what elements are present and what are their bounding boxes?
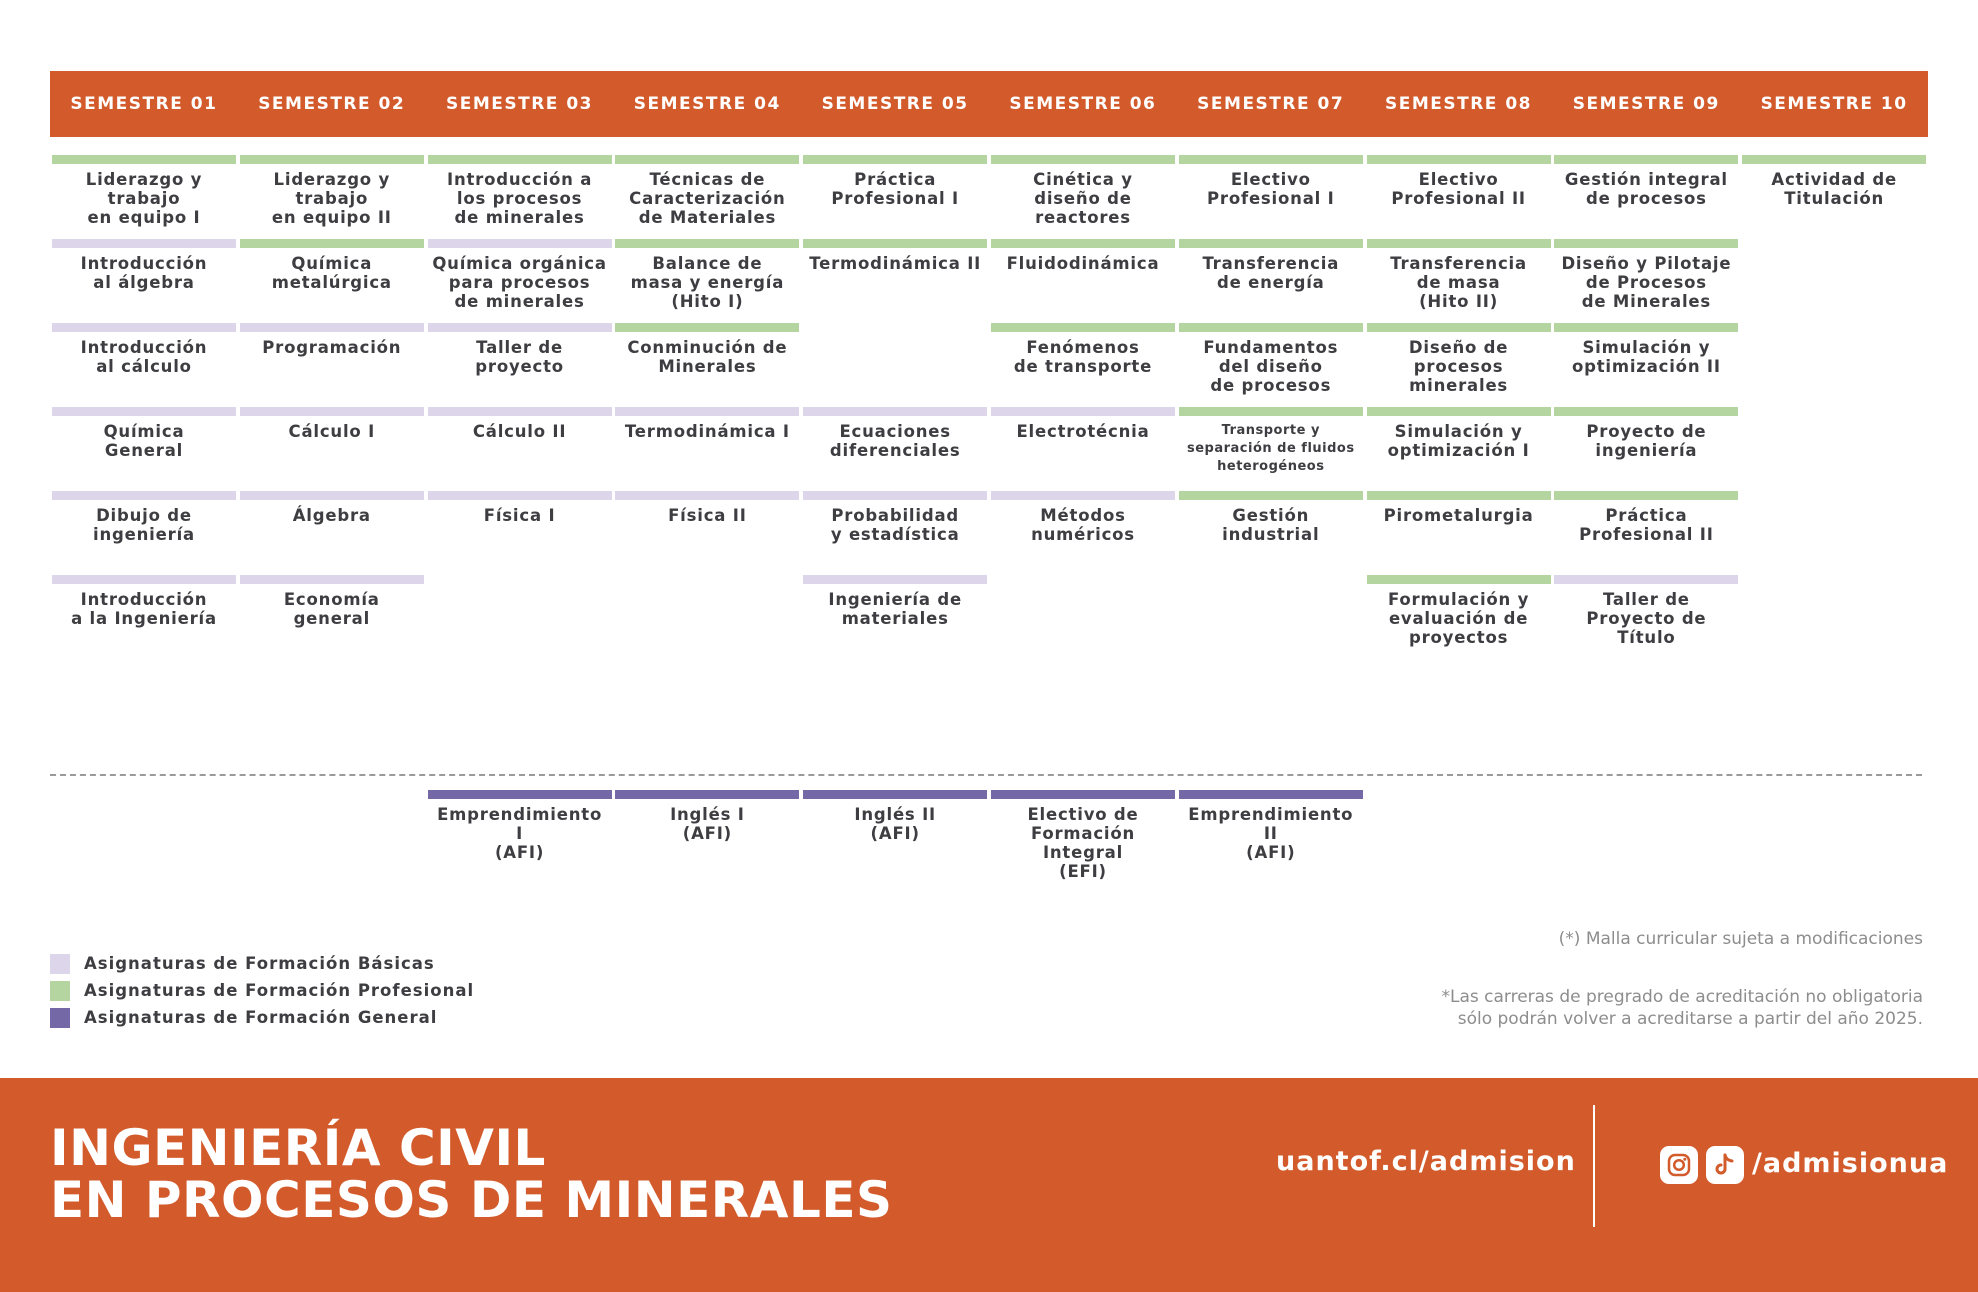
course-cell (52, 323, 236, 407)
course-name: Diseño de procesos minerales (1408, 338, 1509, 395)
course-name: Proyecto de ingeniería (1586, 422, 1707, 460)
course-cell (240, 407, 424, 491)
legend-item (50, 977, 474, 1004)
course-type-bar (1179, 491, 1363, 500)
course-cell (1554, 155, 1738, 239)
course-cell (991, 407, 1175, 491)
course-type-bar (52, 407, 236, 416)
course-type-bar (428, 790, 612, 799)
course-type-bar (991, 155, 1175, 164)
course-cell (1179, 155, 1363, 239)
course-name: Termodinámica I (624, 422, 790, 441)
course-cell (615, 407, 799, 491)
course-cell (803, 239, 987, 323)
course-type-bar (52, 575, 236, 584)
course-name: Taller de Proyecto de Título (1586, 590, 1707, 647)
curriculum-grid (50, 155, 1928, 655)
course-cell (428, 407, 612, 491)
course-type-bar (240, 407, 424, 416)
course-name: Fluidodinámica (1006, 254, 1160, 273)
course-name: Liderazgo y trabajo en equipo II (271, 170, 392, 227)
course-cell (52, 575, 236, 659)
course-type-bar (803, 239, 987, 248)
legend-swatch (50, 981, 70, 1001)
course-type-bar (1367, 323, 1551, 332)
course-name: Técnicas de Caracterización de Materiales (629, 170, 786, 227)
social-handle[interactable]: /admisionua (1752, 1148, 1949, 1179)
legend-item (50, 950, 474, 977)
course-cell (803, 575, 987, 659)
general-course-cell (615, 790, 799, 843)
course-cell (52, 239, 236, 323)
course-cell (240, 155, 424, 239)
course-name: Liderazgo y trabajo en equipo I (85, 170, 203, 227)
course-cell (1554, 575, 1738, 659)
course-cell (1367, 575, 1551, 659)
course-type-bar (1367, 239, 1551, 248)
course-type-bar (240, 491, 424, 500)
legend-label: Asignaturas de Formación General (84, 1008, 438, 1027)
course-name: Electrotécnia (1016, 422, 1150, 441)
course-name: Química metalúrgica (271, 254, 392, 292)
course-type-bar (1367, 491, 1551, 500)
admission-link[interactable]: uantof.cl/admision (1276, 1146, 1576, 1177)
course-cell (803, 323, 987, 407)
legend (50, 950, 474, 1031)
course-type-bar (991, 323, 1175, 332)
course-name: Transferencia de masa (Hito II) (1390, 254, 1527, 311)
course-type-bar (1179, 155, 1363, 164)
course-name: Química orgánica para procesos de minerales (432, 254, 607, 311)
course-type-bar (991, 790, 1175, 799)
course-name: Emprendimiento I (AFI) (437, 805, 603, 862)
course-name: Programación (262, 338, 402, 357)
course-cell (428, 491, 612, 575)
course-cell (803, 407, 987, 491)
course-cell (1554, 239, 1738, 323)
course-cell (615, 491, 799, 575)
course-cell (428, 155, 612, 239)
semester-column-4 (615, 155, 799, 575)
course-name: Álgebra (292, 506, 371, 525)
course-name: Inglés I (AFI) (670, 805, 745, 843)
course-type-bar (1742, 155, 1926, 164)
course-name: Práctica Profesional II (1579, 506, 1714, 544)
course-cell (1367, 491, 1551, 575)
course-name: Introducción a la Ingeniería (71, 590, 217, 628)
course-name: Fundamentos del diseño de procesos (1203, 338, 1339, 395)
semester-column-2 (240, 155, 424, 659)
course-cell (1554, 491, 1738, 575)
course-cell (991, 239, 1175, 323)
course-type-bar (1367, 575, 1551, 584)
course-type-bar (991, 491, 1175, 500)
course-cell (1367, 155, 1551, 239)
course-name: Formulación y evaluación de proyectos (1387, 590, 1530, 647)
semester-column-7 (1179, 155, 1363, 575)
course-name: Taller de proyecto (475, 338, 564, 376)
course-name: Termodinámica II (809, 254, 982, 273)
course-name: Simulación y optimización II (1571, 338, 1721, 376)
course-name: Introducción a los procesos de minerales (447, 170, 593, 227)
footer (0, 1078, 1978, 1292)
semester-header-8: SEMESTRE 08 (1384, 94, 1532, 114)
course-type-bar (52, 155, 236, 164)
course-type-bar (803, 491, 987, 500)
course-type-bar (428, 155, 612, 164)
course-cell (1179, 491, 1363, 575)
course-name: Química General (103, 422, 185, 460)
course-cell (240, 575, 424, 659)
semester-column-9 (1554, 155, 1738, 659)
course-cell (1742, 155, 1926, 239)
course-name: Transferencia de energía (1202, 254, 1340, 292)
course-type-bar (1179, 790, 1363, 799)
course-name: Pirometalurgia (1383, 506, 1534, 525)
footer-divider (1593, 1105, 1595, 1227)
course-cell (1179, 323, 1363, 407)
course-type-bar (52, 491, 236, 500)
semester-column-3 (428, 155, 612, 575)
course-name: Introducción al cálculo (80, 338, 208, 376)
course-type-bar (240, 155, 424, 164)
course-name: Electivo de Formación Integral (EFI) (1027, 805, 1139, 881)
legend-item (50, 1004, 474, 1031)
course-cell (52, 407, 236, 491)
course-type-bar (991, 239, 1175, 248)
course-name: Cálculo I (288, 422, 376, 441)
course-type-bar (1554, 155, 1738, 164)
course-name: Balance de masa y energía (Hito I) (630, 254, 785, 311)
semester-header-2: SEMESTRE 02 (258, 94, 406, 114)
course-type-bar (428, 323, 612, 332)
course-cell (1179, 407, 1363, 491)
course-name: Gestión integral de procesos (1564, 170, 1728, 208)
course-name: Simulación y optimización I (1387, 422, 1530, 460)
course-name: Conminución de Minerales (627, 338, 788, 376)
course-cell (803, 155, 987, 239)
course-type-bar (615, 491, 799, 500)
course-cell (52, 155, 236, 239)
course-cell (615, 239, 799, 323)
semester-column-1 (52, 155, 236, 659)
course-cell (991, 155, 1175, 239)
course-cell (991, 491, 1175, 575)
course-type-bar (1179, 239, 1363, 248)
general-formation-row (50, 790, 1928, 900)
course-name: Gestión industrial (1222, 506, 1320, 544)
program-title: INGENIERÍA CIVIL EN PROCESOS DE MINERALES (50, 1119, 893, 1229)
section-divider (50, 774, 1922, 776)
course-type-bar (615, 790, 799, 799)
course-cell (1367, 407, 1551, 491)
course-type-bar (803, 575, 987, 584)
course-name: Cinética y diseño de reactores (1033, 170, 1133, 227)
course-type-bar (240, 323, 424, 332)
course-name: Cálculo II (472, 422, 567, 441)
course-name: Física I (483, 506, 556, 525)
course-type-bar (803, 155, 987, 164)
course-name: Ecuaciones diferenciales (829, 422, 961, 460)
course-type-bar (1554, 491, 1738, 500)
course-type-bar (1367, 155, 1551, 164)
course-type-bar (991, 407, 1175, 416)
semester-header-6: SEMESTRE 06 (1009, 94, 1157, 114)
course-type-bar (428, 239, 612, 248)
course-cell (803, 491, 987, 575)
semester-column-8 (1367, 155, 1551, 659)
legend-label: Asignaturas de Formación Profesional (84, 981, 475, 1000)
course-type-bar (1367, 407, 1551, 416)
course-name: Probabilidad y estadística (830, 506, 960, 544)
course-cell (615, 323, 799, 407)
instagram-icon[interactable] (1660, 1146, 1698, 1184)
semester-header-1: SEMESTRE 01 (70, 94, 218, 114)
course-cell (991, 323, 1175, 407)
course-cell (52, 491, 236, 575)
course-name: Inglés II (AFI) (854, 805, 936, 843)
course-type-bar (428, 491, 612, 500)
course-cell (1367, 239, 1551, 323)
course-name: Métodos numéricos (1031, 506, 1135, 544)
semester-header-5: SEMESTRE 05 (821, 94, 969, 114)
course-type-bar (615, 155, 799, 164)
course-cell (240, 491, 424, 575)
course-cell (615, 155, 799, 239)
legend-swatch (50, 954, 70, 974)
course-name: Actividad de Titulación (1771, 170, 1897, 208)
course-cell (428, 323, 612, 407)
general-course-cell (803, 790, 987, 843)
course-name: Física II (668, 506, 747, 525)
course-type-bar (52, 323, 236, 332)
course-name: Diseño y Pilotaje de Procesos de Minerales (1561, 254, 1732, 311)
course-name: Introducción al álgebra (80, 254, 208, 292)
course-cell (1554, 323, 1738, 407)
course-cell (1367, 323, 1551, 407)
course-name: Práctica Profesional I (831, 170, 959, 208)
course-cell (240, 323, 424, 407)
course-name: Economía general (283, 590, 380, 628)
modification-note: (*) Malla curricular sujeta a modificaciones (1558, 929, 1923, 949)
legend-swatch (50, 1008, 70, 1028)
semester-column-6 (991, 155, 1175, 575)
course-name: Electivo Profesional II (1391, 170, 1526, 208)
semester-header-4: SEMESTRE 04 (633, 94, 781, 114)
course-type-bar (615, 407, 799, 416)
course-type-bar (1554, 239, 1738, 248)
course-name: Ingeniería de materiales (828, 590, 962, 628)
semester-column-5 (803, 155, 987, 659)
accreditation-note: *Las carreras de pregrado de acreditación no obligatoria sólo podrán volver a acreditarse a partir del año 2025. (1441, 987, 1923, 1029)
general-course-cell (991, 790, 1175, 881)
semester-header-10: SEMESTRE 10 (1760, 94, 1908, 114)
general-course-cell (1179, 790, 1363, 862)
course-type-bar (240, 239, 424, 248)
course-name: Dibujo de ingeniería (93, 506, 195, 544)
course-type-bar (1554, 407, 1738, 416)
semester-header-7: SEMESTRE 07 (1197, 94, 1345, 114)
course-cell (428, 239, 612, 323)
course-type-bar (240, 575, 424, 584)
course-type-bar (52, 239, 236, 248)
semester-header-9: SEMESTRE 09 (1572, 94, 1720, 114)
course-type-bar (1554, 323, 1738, 332)
general-course-cell (428, 790, 612, 862)
course-type-bar (615, 323, 799, 332)
course-name: Transporte y separación de fluidos heterogéneos (1186, 423, 1355, 474)
course-type-bar (803, 790, 987, 799)
course-type-bar (615, 239, 799, 248)
tiktok-icon[interactable] (1706, 1146, 1744, 1184)
course-cell (1179, 239, 1363, 323)
semester-header-3: SEMESTRE 03 (445, 94, 593, 114)
course-type-bar (1179, 323, 1363, 332)
semester-column-10 (1742, 155, 1926, 239)
semester-header-bar (50, 71, 1928, 137)
course-name: Fenómenos de transporte (1013, 338, 1153, 376)
course-name: Electivo Profesional I (1207, 170, 1335, 208)
course-type-bar (428, 407, 612, 416)
course-name: Emprendimiento II (AFI) (1188, 805, 1354, 862)
course-cell (240, 239, 424, 323)
course-type-bar (803, 407, 987, 416)
course-type-bar (1179, 407, 1363, 416)
course-cell (1554, 407, 1738, 491)
course-type-bar (1554, 575, 1738, 584)
legend-label: Asignaturas de Formación Básicas (84, 954, 435, 973)
